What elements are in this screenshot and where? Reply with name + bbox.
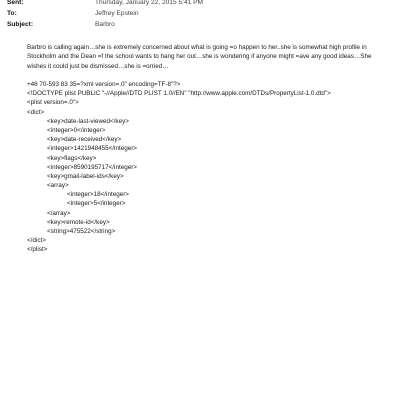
plist-block [27,80,387,255]
subject-value: Barbro [95,21,115,28]
plist-line: </dict> [27,237,46,245]
plist-line: </array> [47,209,71,217]
plist-line: <integer>5</integer> [67,200,126,208]
plist-line: <plist version=.0"> [27,99,79,107]
plist-line: <integer>18</integer> [67,191,129,199]
plist-line: <key>flags</key> [47,154,97,162]
sent-label: Sent: [7,0,24,6]
plist-line: <key>date-received</key> [47,136,122,144]
plist-line: <integer>0</integer> [47,126,106,134]
email-header [7,0,387,30]
to-row [7,8,387,19]
plist-line: <integer>1421948455</integer> [47,145,137,153]
sent-value: Thursday, January 22, 2015 5:41 PM [95,0,204,6]
plist-line: +46 70-593 83 35=?xml version=.0" encoding=TF-8"?> [27,81,181,88]
email-body-paragraph: Barbro is calling again…she is extremely concerned about what is going =o happen to her..she is somewhat high profile in Stockholm and the Dean =f the school wants to hang her out…she is wondering if anyone might =ave any good ideas…She wishes it could just be dismissed…she is =orried… [27,44,372,70]
plist-line: <key>remote-id</key> [47,218,110,226]
plist-line: <array> [47,182,69,190]
plist-line: <key>date-last-viewed</key> [47,117,129,125]
plist-line: </plist> [27,246,48,254]
to-value: Jeffrey Epstein [95,10,139,17]
plist-line: <key>gmail-label-ids</key> [47,172,124,180]
plist-line: <string>475522</string> [47,228,116,235]
subject-label: Subject: [7,21,34,28]
to-label: To: [7,10,17,17]
subject-row [7,19,387,30]
plist-line: <integer>8590195717</integer> [47,163,137,171]
plist-line: <!DOCTYPE plist PUBLIC "-//Apple//DTD PLIST 1.0//EN" "http://www.apple.com/DTDs/PropertyList-1.0.dtd"> [27,90,331,98]
sent-row [7,0,387,8]
plist-line: <dict> [27,108,45,116]
